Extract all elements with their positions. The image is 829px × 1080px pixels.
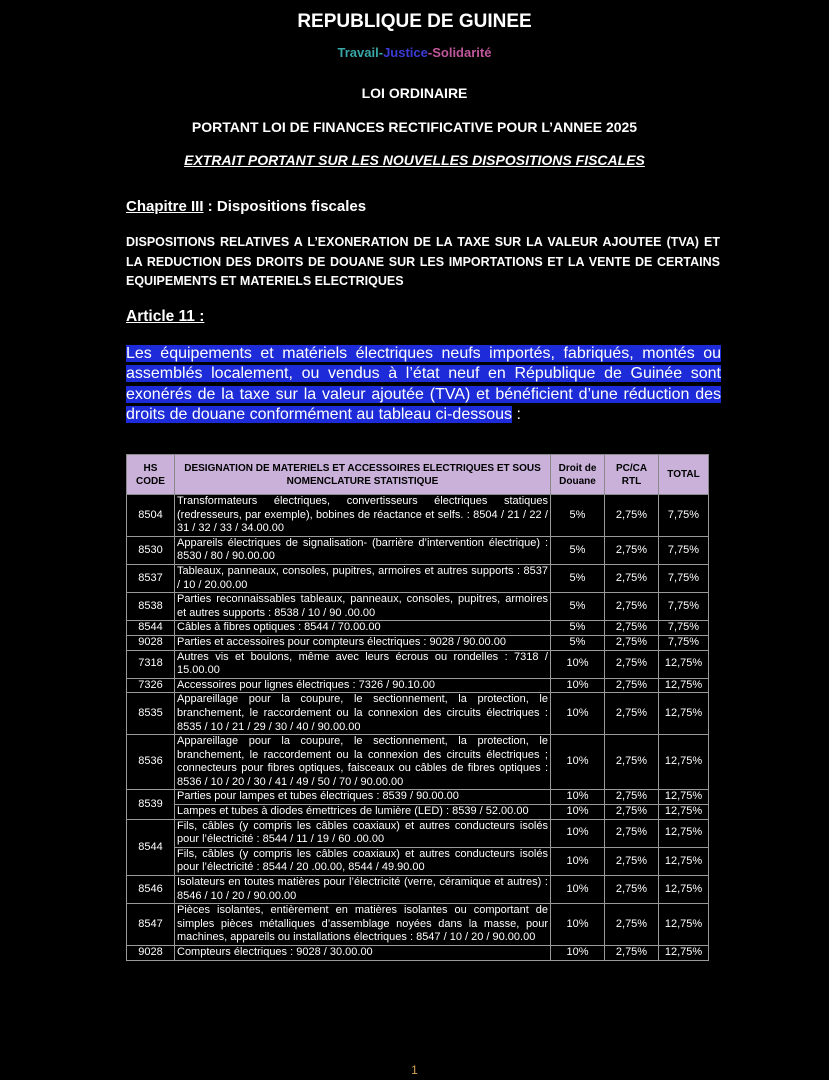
motto-separator: - xyxy=(378,45,384,60)
table-row xyxy=(127,564,709,592)
page-number: 1 xyxy=(411,1063,418,1077)
droit-douane: 10% xyxy=(551,819,605,847)
droit-douane: 5% xyxy=(551,564,605,592)
hs-code: 9028 xyxy=(127,635,175,650)
table-header-row xyxy=(127,455,709,495)
table-row xyxy=(127,650,709,678)
table-row xyxy=(127,946,709,961)
national-motto xyxy=(0,45,829,60)
table-row xyxy=(127,876,709,904)
designation: Parties reconnaissables tableaux, panneaux, consoles, pupitres, armoires et autres supports : 8538 / 10 / 90 .00.00 xyxy=(175,593,551,621)
pcca-rtl: 2,75% xyxy=(605,735,659,790)
total: 12,75% xyxy=(659,735,709,790)
hs-code: 9028 xyxy=(127,946,175,961)
article-text-end: : xyxy=(512,406,521,424)
hs-code: 8530 xyxy=(127,536,175,564)
designation: Lampes et tubes à diodes émettrices de lumière (LED) : 8539 / 52.00.00 xyxy=(175,805,551,820)
designation: Pièces isolantes, entièrement en matières isolantes ou comportant de simples pièces métalliques d’assemblage noyées dans la masse, pour machines, appareils ou installations électriques : 8547 / 10 / 20 / 90.00.00 xyxy=(175,904,551,946)
total: 12,75% xyxy=(659,678,709,693)
hs-code: 7326 xyxy=(127,678,175,693)
droit-douane: 5% xyxy=(551,593,605,621)
chapter-heading xyxy=(126,198,366,215)
table-row xyxy=(127,635,709,650)
motto-separator: - xyxy=(427,45,433,60)
designation: Compteurs électriques : 9028 / 30.00.00 xyxy=(175,946,551,961)
pcca-rtl: 2,75% xyxy=(605,635,659,650)
droit-douane: 10% xyxy=(551,946,605,961)
hs-code: 8504 xyxy=(127,495,175,537)
law-type: LOI ORDINAIRE xyxy=(361,85,468,101)
droit-douane: 5% xyxy=(551,536,605,564)
chapter-separator: : xyxy=(203,198,217,215)
pcca-rtl: 2,75% xyxy=(605,564,659,592)
designation: Parties pour lampes et tubes électriques : 8539 / 90.00.00 xyxy=(175,790,551,805)
hs-code: 8535 xyxy=(127,693,175,735)
hs-code: 8538 xyxy=(127,593,175,621)
table-row xyxy=(127,819,709,847)
droit-douane: 5% xyxy=(551,635,605,650)
droit-douane: 5% xyxy=(551,495,605,537)
total: 12,75% xyxy=(659,805,709,820)
droit-douane: 10% xyxy=(551,847,605,875)
table-row xyxy=(127,735,709,790)
total: 12,75% xyxy=(659,650,709,678)
hs-code: 8539 xyxy=(127,790,175,819)
droit-douane: 10% xyxy=(551,735,605,790)
table-row xyxy=(127,904,709,946)
droit-douane: 10% xyxy=(551,650,605,678)
designation: Isolateurs en toutes matières pour l’électricité (verre, céramique et autres) : 8546 / 10 / 20 / 90.00.00 xyxy=(175,876,551,904)
droit-douane: 5% xyxy=(551,621,605,636)
table-row xyxy=(127,805,709,820)
motto-travail: Travail xyxy=(337,45,379,60)
col-total: TOTAL xyxy=(659,455,709,495)
pcca-rtl: 2,75% xyxy=(605,819,659,847)
designation: Transformateurs électriques, convertisseurs électriques statiques (redresseurs, par exemple), bobines de réactance et selfs. : 8504 / 21 / 22 / 31 / 32 / 33 / 34.00.00 xyxy=(175,495,551,537)
pcca-rtl: 2,75% xyxy=(605,805,659,820)
table-row xyxy=(127,790,709,805)
total: 7,75% xyxy=(659,635,709,650)
pcca-rtl: 2,75% xyxy=(605,876,659,904)
total: 7,75% xyxy=(659,593,709,621)
table-row xyxy=(127,536,709,564)
chapter-number: Chapitre III xyxy=(126,198,204,215)
extract-title: EXTRAIT PORTANT SUR LES NOUVELLES DISPOSITIONS FISCALES xyxy=(184,152,645,168)
hs-code: 7318 xyxy=(127,650,175,678)
total: 12,75% xyxy=(659,819,709,847)
article-title: Article 11 : xyxy=(126,308,205,325)
pcca-rtl: 2,75% xyxy=(605,536,659,564)
hs-code: 8537 xyxy=(127,564,175,592)
designation: Accessoires pour lignes électriques : 7326 / 90.10.00 xyxy=(175,678,551,693)
designation: Appareillage pour la coupure, le sectionnement, la protection, le branchement, le raccordement ou la connexion des circuits électriques ; connecteurs pour fibres optiques, faisceaux ou câbles de fibres optiques : 8536 / 10 / 20 / 30 / 41 / 49 / 50 / 70 / 90.00.00 xyxy=(175,735,551,790)
motto-justice: Justice xyxy=(383,45,428,60)
total: 7,75% xyxy=(659,564,709,592)
col-designation: DESIGNATION DE MATERIELS ET ACCESSOIRES ELECTRIQUES ET SOUS NOMENCLATURE STATISTIQUE xyxy=(175,455,551,495)
pcca-rtl: 2,75% xyxy=(605,650,659,678)
dispositions-heading: DISPOSITIONS RELATIVES A L’EXONERATION DE LA TAXE SUR LA VALEUR AJOUTEE (TVA) ET LA REDUCTION DES DROITS DE DOUANE SUR LES IMPORTATIONS ET LA VENTE DE CERTAINS EQUIPEMENTS ET MATERIELS ELECTRIQUES xyxy=(126,235,720,288)
pcca-rtl: 2,75% xyxy=(605,621,659,636)
col-droit-douane: Droit de Douane xyxy=(551,455,605,495)
designation: Appareillage pour la coupure, le sectionnement, la protection, le branchement, le raccordement ou la connexion des circuits électriques : 8535 / 10 / 21 / 29 / 30 / 40 / 90.00.00 xyxy=(175,693,551,735)
total: 12,75% xyxy=(659,790,709,805)
designation: Parties et accessoires pour compteurs électriques : 9028 / 90.00.00 xyxy=(175,635,551,650)
exemption-table xyxy=(126,454,709,961)
designation: Appareils électriques de signalisation- (barrière d’intervention électrique) : 8530 / 80 / 90.00.00 xyxy=(175,536,551,564)
droit-douane: 10% xyxy=(551,805,605,820)
pcca-rtl: 2,75% xyxy=(605,847,659,875)
law-title: PORTANT LOI DE FINANCES RECTIFICATIVE POUR L’ANNEE 2025 xyxy=(191,119,638,135)
droit-douane: 10% xyxy=(551,678,605,693)
republic-title: REPUBLIQUE DE GUINEE xyxy=(297,11,532,32)
designation: Autres vis et boulons, même avec leurs écrous ou rondelles : 7318 / 15.00.00 xyxy=(175,650,551,678)
table-row xyxy=(127,495,709,537)
designation: Fils, câbles (y compris les câbles coaxiaux) et autres conducteurs isolés pour l’électricité : 8544 / 20 .00.00, 8544 / 49.90.00 xyxy=(175,847,551,875)
pcca-rtl: 2,75% xyxy=(605,593,659,621)
designation: Tableaux, panneaux, consoles, pupitres, armoires et autres supports : 8537 / 10 / 20.00.00 xyxy=(175,564,551,592)
droit-douane: 10% xyxy=(551,693,605,735)
droit-douane: 10% xyxy=(551,876,605,904)
pcca-rtl: 2,75% xyxy=(605,946,659,961)
table-row xyxy=(127,693,709,735)
motto-solidarite: Solidarité xyxy=(432,45,492,60)
table-row xyxy=(127,593,709,621)
article-text-highlighted: Les équipements et matériels électriques neufs importés, fabriqués, montés ou assemblés localement, ou vendus à l’état neuf en République de Guinée sont exonérés de la taxe sur la valeur ajoutée (TVA) et bénéficient d’une réduction des droits de douane conformément au tableau ci-dessous xyxy=(126,345,721,424)
article-paragraph xyxy=(126,344,721,426)
chapter-title: Dispositions fiscales xyxy=(216,198,367,215)
droit-douane: 10% xyxy=(551,790,605,805)
hs-code: 8546 xyxy=(127,876,175,904)
hs-code: 8544 xyxy=(127,621,175,636)
droit-douane: 10% xyxy=(551,904,605,946)
pcca-rtl: 2,75% xyxy=(605,693,659,735)
hs-code: 8547 xyxy=(127,904,175,946)
pcca-rtl: 2,75% xyxy=(605,790,659,805)
table-row xyxy=(127,847,709,875)
table-row xyxy=(127,621,709,636)
col-pcca-rtl: PC/CA RTL xyxy=(605,455,659,495)
pcca-rtl: 2,75% xyxy=(605,495,659,537)
hs-code: 8536 xyxy=(127,735,175,790)
pcca-rtl: 2,75% xyxy=(605,904,659,946)
designation: Fils, câbles (y compris les câbles coaxiaux) et autres conducteurs isolés pour l’électricité : 8544 / 11 / 19 / 60 .00.00 xyxy=(175,819,551,847)
total: 12,75% xyxy=(659,693,709,735)
total: 12,75% xyxy=(659,847,709,875)
total: 7,75% xyxy=(659,536,709,564)
pcca-rtl: 2,75% xyxy=(605,678,659,693)
total: 7,75% xyxy=(659,495,709,537)
total: 7,75% xyxy=(659,621,709,636)
table-row xyxy=(127,678,709,693)
col-hs-code: HS CODE xyxy=(127,455,175,495)
total: 12,75% xyxy=(659,904,709,946)
designation: Câbles à fibres optiques : 8544 / 70.00.00 xyxy=(175,621,551,636)
total: 12,75% xyxy=(659,876,709,904)
hs-code: 8544 xyxy=(127,819,175,875)
total: 12,75% xyxy=(659,946,709,961)
